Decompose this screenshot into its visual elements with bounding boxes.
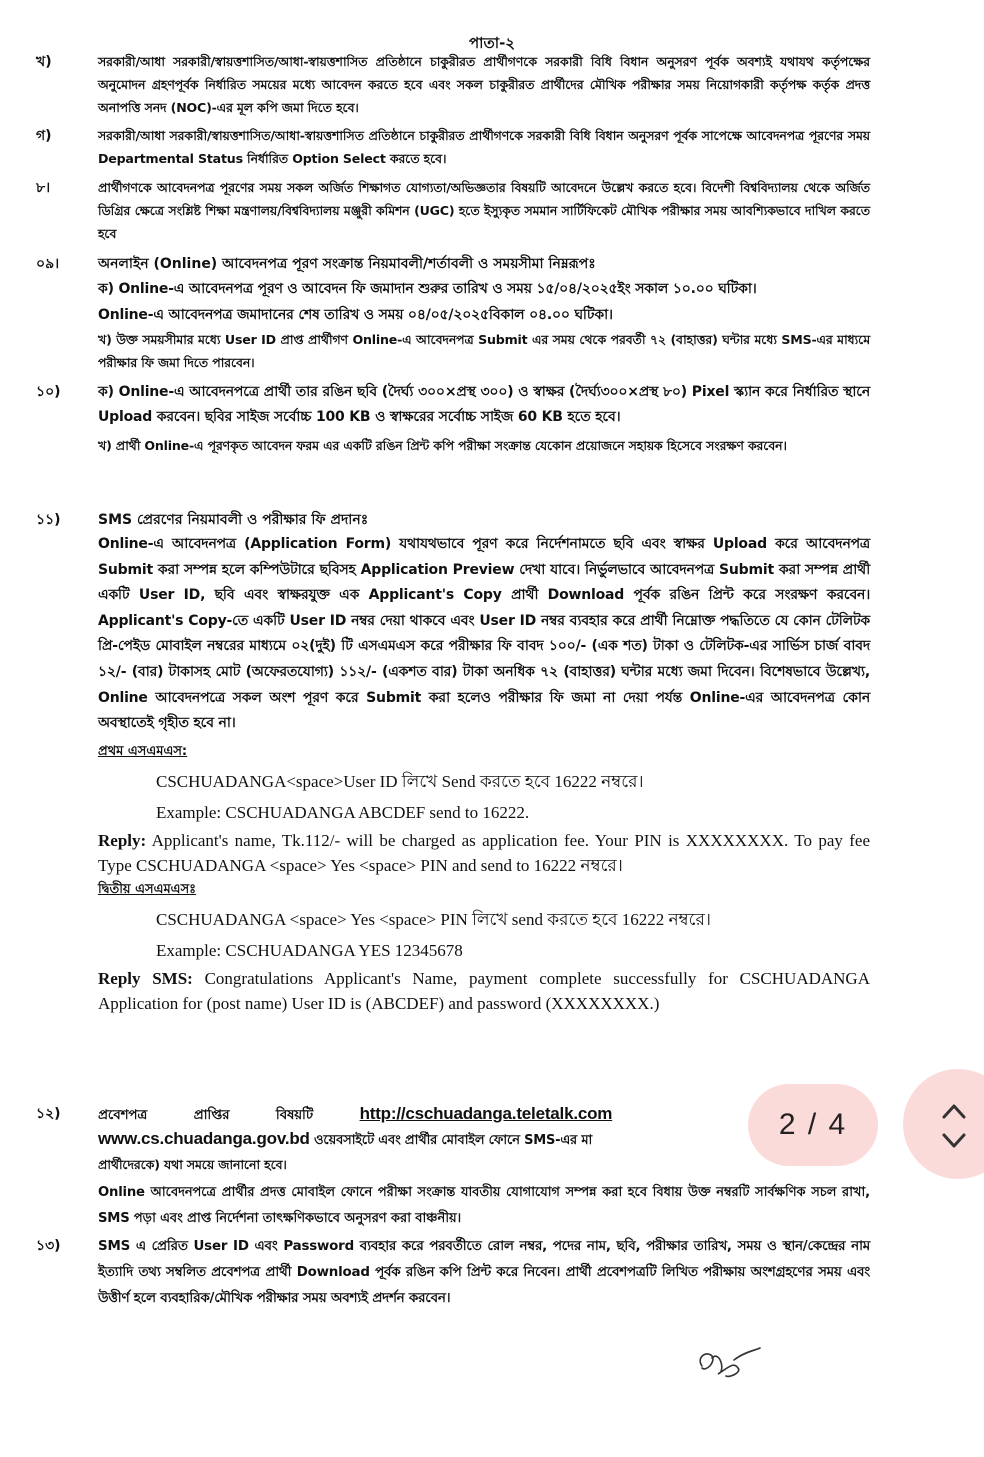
clause-number: খ)	[36, 54, 52, 70]
second-sms-example: Example: CSCHUADANGA YES 12345678	[156, 941, 463, 961]
chevron-down-icon[interactable]	[941, 1127, 967, 1153]
second-sms-reply	[98, 966, 870, 1017]
clause-text: SMS এ প্রেরিত User ID এবং Password ব্যবহার করে পরবর্তীতে রোল নম্বর, পদের নাম, ছবি, পরীক্ষার তারিখ, সময় ও স্থান/কেন্দ্রের নাম ইত্যাদি তথ্য সম্বলিত প্রবেশপত্র প্রার্থী Download পূর্বক রঙিন কপি প্রিন্ট করে নিবেন। প্রার্থী প্রবেশপত্রটি লিখিত পরীক্ষায় অংশগ্রহণের সময় এবং উত্তীর্ণ হলে ব্যবহারিক/মৌখিক পরীক্ষার সময় অবশ্যই প্রদর্শন করবেন।	[98, 1239, 870, 1306]
clause-number: ৮।	[36, 180, 51, 196]
reply-text: Applicant's name, Tk.112/- will be charged as application fee. Your PIN is XXXXXXXX. To pay fee Type CSCHUADANGA <space> Yes <space> PIN and send to 16222 নম্বরে।	[98, 830, 870, 876]
print-copy-rule: খ) প্রার্থী Online-এ পূরণকৃত আবেদন ফরম এর একটি রঙিন প্রিন্ট কপি পরীক্ষা সংক্রান্ত যেকোন প্রয়োজনে সহায়ক হিসেবে সংরক্ষণ করবেন।	[98, 438, 787, 453]
sms-fee-deadline: খ) উক্ত সময়সীমার মধ্যে User ID প্রাপ্ত প্রার্থীগণ Online-এ আবেদনপত্র Submit এর সময় থেকে পরবর্তী ৭২ (বাহাত্তর) ঘন্টার মধ্যে SMS-এর মাধ্যমে পরীক্ষার ফি জমা দিতে পারবেন।	[98, 332, 870, 370]
first-sms-example: Example: CSCHUADANGA ABCDEF send to 16222.	[156, 803, 530, 823]
page-indicator[interactable]: 2 / 4	[748, 1084, 878, 1166]
teletalk-link[interactable]: http://cschuadanga.teletalk.com	[359, 1104, 613, 1123]
first-sms-label: প্রথম এসএমএস:	[98, 743, 188, 759]
reply-label: Reply SMS:	[98, 968, 193, 988]
clause-number: ১১)	[36, 512, 61, 528]
clause-number: ১০)	[36, 384, 61, 400]
signature-mark	[690, 1336, 770, 1386]
chevron-up-icon[interactable]	[941, 1099, 967, 1125]
clause-10	[36, 380, 870, 457]
clause-number: ১২)	[36, 1106, 61, 1122]
clause-number: ০৯।	[36, 256, 60, 272]
clause-heading: SMS প্রেরণের নিয়মাবলী ও পরীক্ষার ফি প্রদানঃ	[98, 512, 369, 528]
page-number-header: পাতা-২	[468, 34, 516, 52]
page-scroll-control[interactable]	[903, 1069, 984, 1179]
first-sms-reply	[98, 828, 870, 879]
gov-website[interactable]: www.cs.chuadanga.gov.bd	[98, 1129, 310, 1148]
clause-text: প্রার্থীগণকে আবেদনপত্র পূরণের সময় সকল অর্জিত শিক্ষাগত যোগ্যতা/অভিজ্ঞতার বিষয়টি আবেদনে উল্লেখ করতে হবে। বিদেশী বিশ্ববিদ্যালয় থেকে অর্জিত ডিগ্রির ক্ষেত্রে সংশ্লিষ্ট শিক্ষা মন্ত্রণালয়/বিশ্ববিদ্যালয় মঞ্জুরী কমিশন (UGC) হতে ইস্যুকৃত সমমান সার্টিফিকেট মৌখিক পরীক্ষার সময় আবশ্যিকভাবে দাখিল করতে হবে	[98, 180, 870, 241]
clause-13	[36, 1234, 870, 1312]
reply-text: Congratulations Applicant's Name, payment complete successfully for CSCHUADANGA Application for (post name) User ID is (ABCDEF) and password (XXXXXXXX.)	[98, 968, 870, 1014]
clause-8	[36, 176, 870, 245]
clause-9	[36, 252, 870, 374]
first-sms-format: CSCHUADANGA<space>User ID লিখে Send করতে হবে 16222 নম্বরে।	[156, 771, 644, 791]
clause-number: গ)	[36, 128, 52, 144]
online-end-date: Online-এ আবেদনপত্র জমাদানের শেষ তারিখ ও সময় ০৪/০৫/২০২৫বিকাল ০৪.০০ ঘটিকা।	[98, 307, 613, 323]
clause-text: সরকারী/আধা সরকারী/স্বায়ত্তশাসিত/আধা-স্বায়ত্তশাসিত প্রতিষ্ঠানে চাকুরীরত প্রার্থীগণকে সরকারী বিধি বিধান অনুসরণ পূর্বক অবশ্যই যথাযথ কর্তৃপক্ষের অনুমোদন গ্রহণপূর্বক নির্ধারিত সময়ের মধ্যে আবেদন করতে হবে এবং সকল চাকুরীরত প্রার্থীদের মৌখিক পরীক্ষার সময় নিয়োগকারী কর্তৃপক্ষ কর্তৃক প্রদত্ত অনাপত্তি সনদ (NOC)-এর মূল কপি জমা দিতে হবে।	[98, 54, 870, 115]
mobile-contact-rule: Online আবেদনপত্রে প্রার্থীর প্রদত্ত মোবাইল ফোনে পরীক্ষা সংক্রান্ত যাবতীয় যোগাযোগ সম্পন্ন করা হবে বিধায় উক্ত নম্বরটি সার্বক্ষণিক সচল রাখা, SMS পড়া এবং প্রাপ্ত নির্দেশনা তাৎক্ষণিকভাবে অনুসরণ করা বাঞ্চনীয়।	[98, 1185, 870, 1226]
clause-number: ১৩)	[36, 1238, 61, 1254]
clause-kha	[36, 50, 870, 119]
clause-heading: অনলাইন (Online) আবেদনপত্র পূরণ সংক্রান্ত নিয়মাবলী/শর্তাবলী ও সময়সীমা নিম্নরূপঃ	[98, 256, 596, 272]
admit-card-rest: ওয়েবসাইটে এবং প্রার্থীর মোবাইল ফোনে SMS-এর মা	[314, 1133, 593, 1148]
clause-11	[36, 508, 870, 1017]
second-sms-format: CSCHUADANGA <space> Yes <space> PIN লিখে send করতে হবে 16222 নম্বরে।	[156, 909, 711, 929]
admit-card-line3: প্রার্থীদেরকে) যথা সময়ে জানানো হবে।	[98, 1157, 287, 1172]
reply-label: Reply:	[98, 830, 147, 850]
sms-instructions: Online-এ আবেদনপত্র (Application Form) যথাযথভাবে পূরণ করে নির্দেশনামতে ছবি এবং স্বাক্ষর Upload করে আবেদনপত্র Submit করা সম্পন্ন হলে কম্পিউটারে ছবিসহ Application Preview দেখা যাবে। নির্ভুলভাবে আবেদনপত্র Submit করা সম্পন্ন প্রার্থী একটি User ID, ছবি এবং স্বাক্ষরযুক্ত এক Applicant's Copy প্রার্থী Download পূর্বক রঙিন প্রিন্ট করে সংরক্ষণ করবেন। Applicant's Copy-তে একটি User ID নম্বর দেয়া থাকবে এবং User ID নম্বর ব্যবহার করে প্রার্থী নিম্নোক্ত পদ্ধতিতে যে কোন টেলিটক প্রি-পেইড মোবাইল নম্বরের মাধ্যমে ০২(দুই) টি এসএমএস করে পরীক্ষার ফি বাবদ ১০০/- (এক শত) টাকা ও টেলিটক-এর সার্ভিস চার্জ বাবদ ১২/- (বার) টাকাসহ মোট (অফেরতযোগ্য) ১১২/- (একশত বার) টাকা অনধিক ৭২ (বাহাত্তর) ঘন্টার মধ্যে জমা দিবেন। বিশেষভাবে উল্লেখ্য, Online আবেদনপত্রে সকল অংশ পূরণ করে Submit করা হলেও পরীক্ষার ফি জমা না দেয়া পর্যন্ত Online-এর আবেদনপত্র কোন অবস্থাতেই গৃহীত হবে না।	[98, 536, 870, 732]
online-start-date: ক) Online-এ আবেদনপত্র পূরণ ও আবেদন ফি জমাদান শুরুর তারিখ ও সময় ১৫/০৪/২০২৫ইং সকাল ১০.০০ ঘটিকা।	[98, 281, 757, 297]
clause-text: সরকারী/আধা সরকারী/স্বায়ত্তশাসিত/আধা-স্বায়ত্তশাসিত প্রতিষ্ঠানে চাকুরীরত প্রার্থীগণকে সরকারী বিধি বিধান অনুসরণ পূর্বক সাপেক্ষে আবেদনপত্র পূরণের সময় Departmental Status নির্ধারিত Option Select করতে হবে।	[98, 128, 870, 166]
second-sms-label: দ্বিতীয় এসএমএসঃ	[98, 881, 197, 897]
clause-ga	[36, 124, 870, 170]
admit-card-lead: প্রবেশপত্র প্রাপ্তির বিষয়টি	[98, 1107, 314, 1123]
photo-signature-rule: ক) Online-এ আবেদনপত্রে প্রার্থী তার রঙিন ছবি (দৈর্ঘ্য ৩০০×প্রস্থ ৩০০) ও স্বাক্ষর (দৈর্ঘ্য৩০০×প্রস্থ ৮০) Pixel স্ক্যান করে নির্ধারিত স্থানে Upload করবেন। ছবির সাইজ সর্বোচ্চ 100 KB ও স্বাক্ষরের সর্বোচ্চ সাইজ 60 KB হতে হবে।	[98, 384, 870, 425]
